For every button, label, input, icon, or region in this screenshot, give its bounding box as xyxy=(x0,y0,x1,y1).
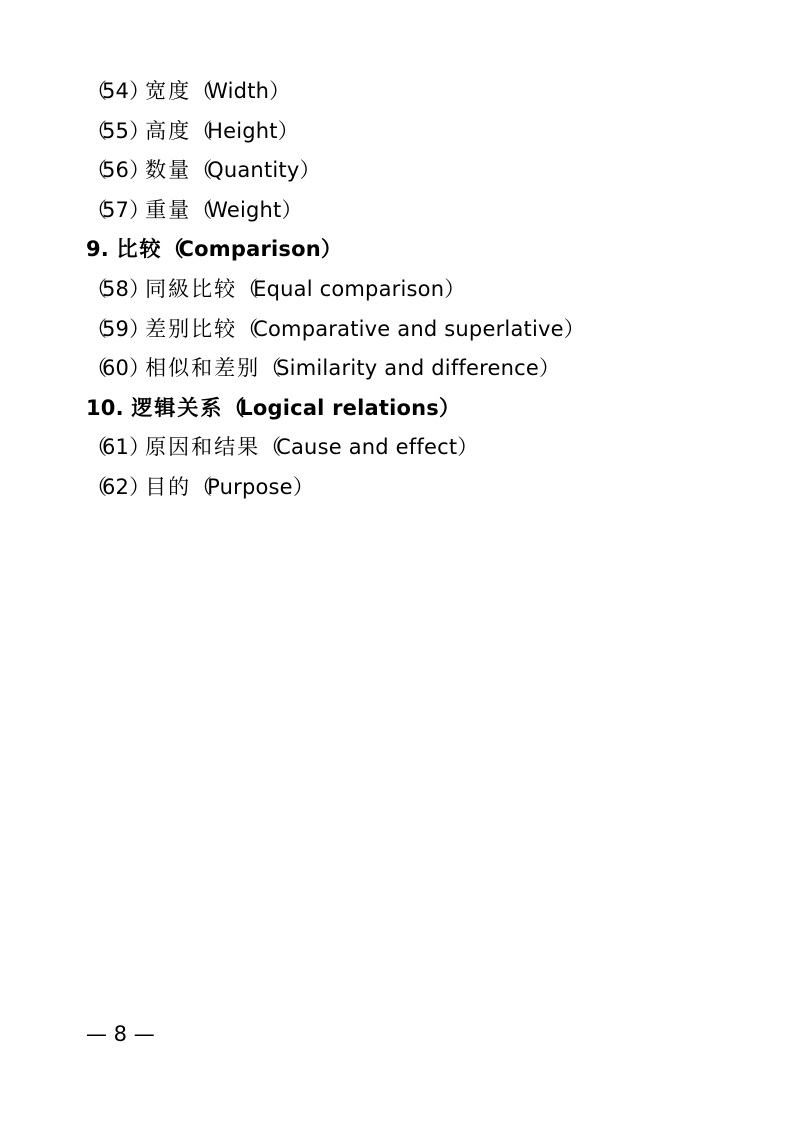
item-number: 56 xyxy=(102,158,130,183)
item-english-label: Comparative and superlative xyxy=(253,316,564,341)
list-item: （61）原因和结果（Cause and effect） xyxy=(86,428,766,468)
section-heading: 10. 逻辑关系（Logical relations） xyxy=(86,389,766,429)
section-english-title: Comparison xyxy=(178,237,321,262)
section-heading: 9. 比较（Comparison） xyxy=(86,230,766,270)
item-number: 59 xyxy=(102,316,130,341)
section-number: 9. xyxy=(86,237,109,262)
list-item: （58）同級比较（Equal comparison） xyxy=(86,270,766,310)
item-english-label: Equal comparison xyxy=(253,276,445,301)
item-chinese-label: 差别比较 xyxy=(145,316,238,341)
item-english-label: Cause and effect xyxy=(276,435,458,460)
list-item: （59）差别比较（Comparative and superlative） xyxy=(86,310,766,350)
item-chinese-label: 数量 xyxy=(145,158,192,183)
list-item: （60）相似和差别（Similarity and difference） xyxy=(86,349,766,389)
list-item: （56）数量（Quantity） xyxy=(86,151,766,191)
section-number: 10. xyxy=(86,395,124,420)
item-english-label: Width xyxy=(207,79,270,103)
item-chinese-label: 高度 xyxy=(145,118,192,143)
section-chinese-title: 比较 xyxy=(116,237,163,262)
item-number: 62 xyxy=(102,474,130,499)
list-item: （54）宽度（Width） xyxy=(86,72,766,112)
item-number: 58 xyxy=(102,276,130,301)
list-item: （55）高度（Height） xyxy=(86,112,766,152)
document-body xyxy=(86,72,766,508)
item-chinese-label: 同級比较 xyxy=(145,276,238,301)
item-number: 60 xyxy=(102,356,130,381)
item-english-label: Weight xyxy=(207,197,282,222)
item-number: 61 xyxy=(102,435,130,460)
list-item: （57）重量（Weight） xyxy=(86,191,766,231)
item-english-label: Height xyxy=(207,118,278,143)
item-english-label: Similarity and difference xyxy=(276,356,540,381)
item-number: 55 xyxy=(102,118,130,143)
item-chinese-label: 重量 xyxy=(145,197,192,222)
page-number: — 8 — xyxy=(86,1022,155,1046)
item-number: 57 xyxy=(102,197,130,222)
item-english-label: Purpose xyxy=(207,474,293,499)
list-item: （62）目的（Purpose） xyxy=(86,468,766,508)
item-chinese-label: 宽度 xyxy=(145,79,192,103)
section-chinese-title: 逻辑关系 xyxy=(131,395,224,420)
item-chinese-label: 目的 xyxy=(145,474,192,499)
item-english-label: Quantity xyxy=(207,158,300,183)
item-chinese-label: 原因和结果 xyxy=(145,435,261,460)
item-number: 54 xyxy=(102,79,130,103)
section-english-title: Logical relations xyxy=(239,395,439,420)
item-chinese-label: 相似和差别 xyxy=(145,356,261,381)
